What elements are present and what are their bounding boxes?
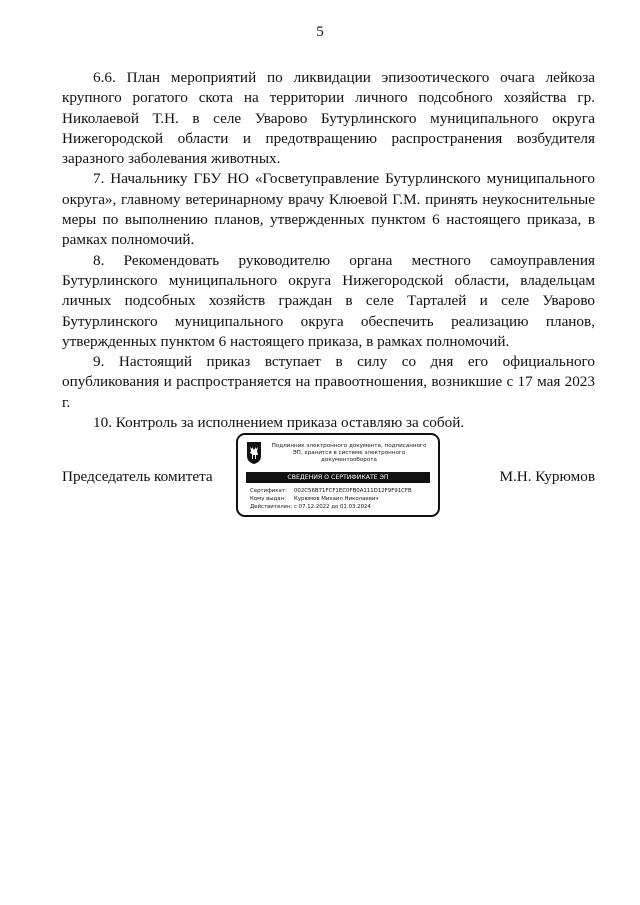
- signatory-name: М.Н. Курюмов: [499, 468, 595, 485]
- nizhny-novgorod-deer-emblem-icon: [246, 441, 262, 465]
- paragraph-10: 10. Контроль за исполнением приказа оставляю за собой.: [93, 414, 465, 432]
- validity-label: Действителен:: [250, 504, 293, 510]
- electronic-signature-stamp: [236, 433, 440, 517]
- paragraph-7: 7. Начальнику ГБУ НО «Госветуправление Бутурлинского муниципального округа», главному ветеринарному врачу Клюевой Г.М. принять неукоснительные меры по выполнению планов, утвержденных пунктом 6 настоящего приказа, в рамках полномочий.: [62, 170, 595, 249]
- issued-to-label: Кому выдан:: [250, 496, 286, 502]
- paragraph-9: 9. Настоящий приказ вступает в силу со дня его официального опубликования и распространяется на правоотношения, возникшие с 17 мая 2023 г.: [62, 353, 595, 411]
- stamp-caption: Подлинник электронного документа, подписанного ЭП, хранится в системе электронного документооборота: [271, 443, 427, 463]
- issued-to-value: Курюмов Михаил Николаевич: [294, 496, 379, 502]
- page-number: 5: [316, 24, 324, 40]
- document-body: [62, 68, 595, 433]
- signatory-title: Председатель комитета: [62, 468, 213, 485]
- validity-row: [250, 503, 412, 511]
- validity-value: с 07.12.2022 до 01.03.2024: [294, 504, 371, 510]
- paragraph-6-6: 6.6. План мероприятий по ликвидации эпизоотического очага лейкоза крупного рогатого скота на территории личного подсобного хозяйства гр. Николаевой Т.Н. в селе Уварово Бутурлинского муниципального округа Нижегородской области и предотвращению распространения возбудителя заразного заболевания животных.: [62, 69, 595, 168]
- certificate-label: Сертификат:: [250, 488, 287, 494]
- certificate-details: [250, 487, 412, 511]
- certificate-row: [250, 487, 412, 495]
- issued-to-row: [250, 495, 412, 503]
- stamp-header: СВЕДЕНИЯ О СЕРТИФИКАТЕ ЭП: [246, 472, 430, 483]
- certificate-value: 002C56B71FCF1EC0FB0A111D12F9F91CFB: [294, 488, 412, 494]
- paragraph-8: 8. Рекомендовать руководителю органа местного самоуправления Бутурлинского муниципального округа Нижегородской области, владельцам личных подсобных хозяйств граждан в селе Тарталей и селе Уварово Бутурлинского муниципального округа обеспечить реализацию планов, утвержденных пунктом 6 настоящего приказа, в рамках полномочий.: [62, 251, 595, 350]
